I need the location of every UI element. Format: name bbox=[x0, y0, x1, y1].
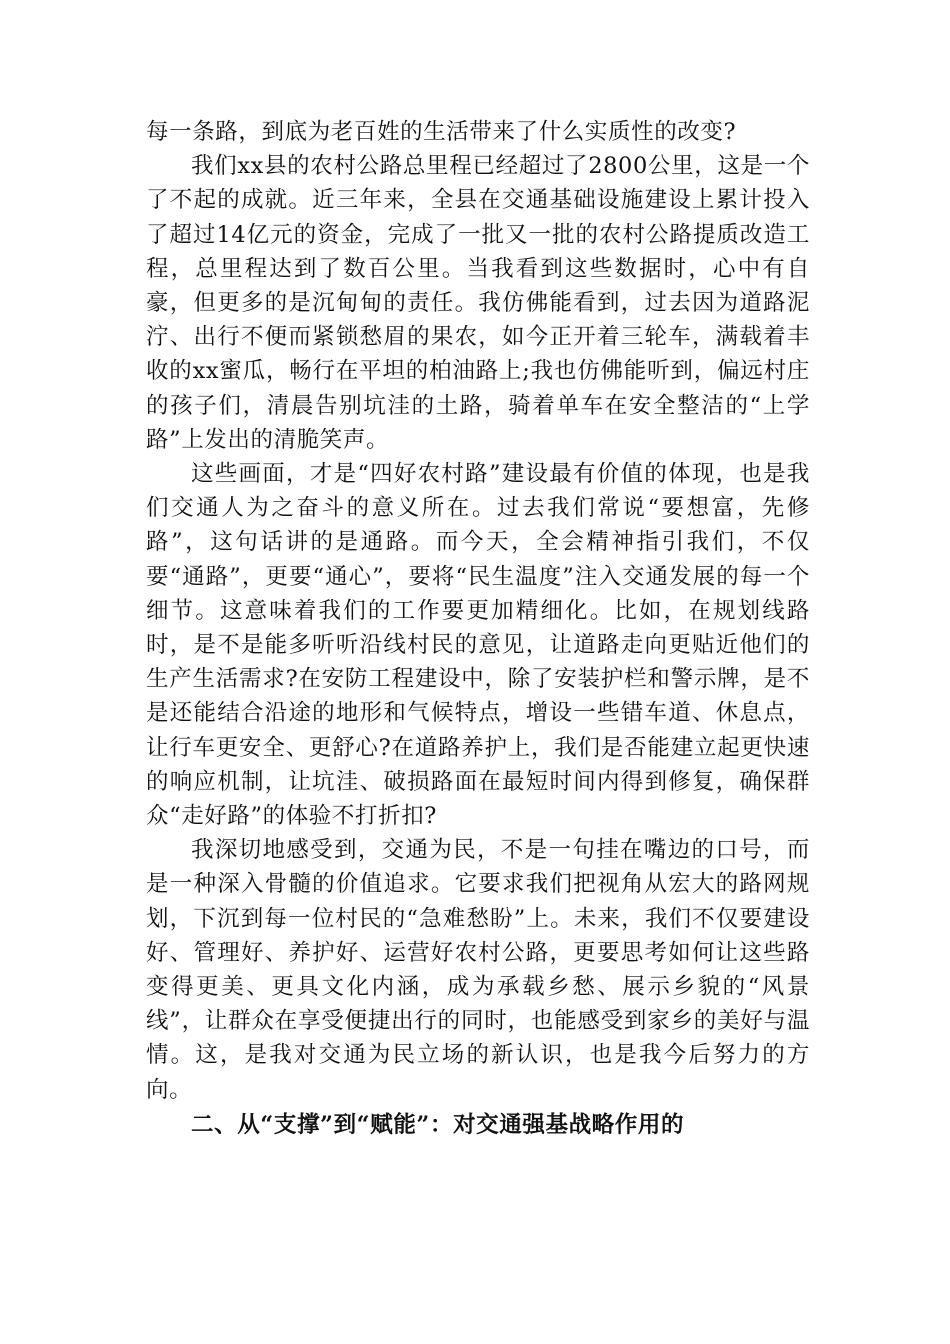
paragraph-four-good-roads: 这些画面，才是“四好农村路”建设最有价值的体现，也是我们交通人为之奋斗的意义所在。过去我们常说“要想富，先修路”，这句话讲的是通路。而今天，全会精神指引我们，不仅要“通路”，更要“通心”，要将“民生温度”注入交通发展的每一个细节。这意味着我们的工作要更加精细化。比如，在规划线路时，是不是能多听听沿线村民的意见，让道路走向更贴近他们的生产生活需求?在安防工程建设中，除了安装护栏和警示牌，是不是还能结合沿途的地形和气候特点，增设一些错车道、休息点，让行车更安全、更舒心?在道路养护上，我们是否能建立起更快速的响应机制，让坑洼、破损路面在最短时间内得到修复，确保群众“走好路”的体验不打折扣? bbox=[146, 461, 810, 830]
paragraph-road-mileage: 我们xx县的农村公路总里程已经超过了2800公里，这是一个了不起的成就。近三年来，全县在交通基础设施建设上累计投入了超过14亿元的资金，完成了一批又一批的农村公路提质改造工程，总里程达到了数百公里。当我看到这些数据时，心中有自豪，但更多的是沉甸甸的责任。我仿佛能看到，过去因为道路泥泞、出行不便而紧锁愁眉的果农，如今正开着三轮车，满载着丰收的xx蜜瓜，畅行在平坦的柏油路上;我也仿佛能听到，偏远村庄的孩子们，清晨告别坑洼的土路，骑着单车在安全整洁的“上学路”上发出的清脆笑声。 bbox=[146, 153, 810, 453]
paragraph-continued: 每一条路，到底为老百姓的生活带来了什么实质性的改变? bbox=[146, 119, 737, 145]
paragraph-transport-for-people: 我深切地感受到，交通为民，不是一句挂在嘴边的口号，而是一种深入骨髓的价值追求。它要求我们把视角从宏大的路网规划，下沉到每一位村民的“急难愁盼”上。未来，我们不仅要建设好、管理好、养护好、运营好农村公路，更要思考如何让这些路变得更美、更具文化内涵，成为承载乡愁、展示乡貌的“风景线”，让群众在享受便捷出行的同时，也能感受到家乡的美好与温情。这，是我对交通为民立场的新认识，也是我今后努力的方向。 bbox=[146, 837, 810, 1103]
document-body bbox=[146, 115, 810, 1143]
section-heading: 二、从“支撑”到“赋能”：对交通强基战略作用的 bbox=[191, 1111, 685, 1138]
